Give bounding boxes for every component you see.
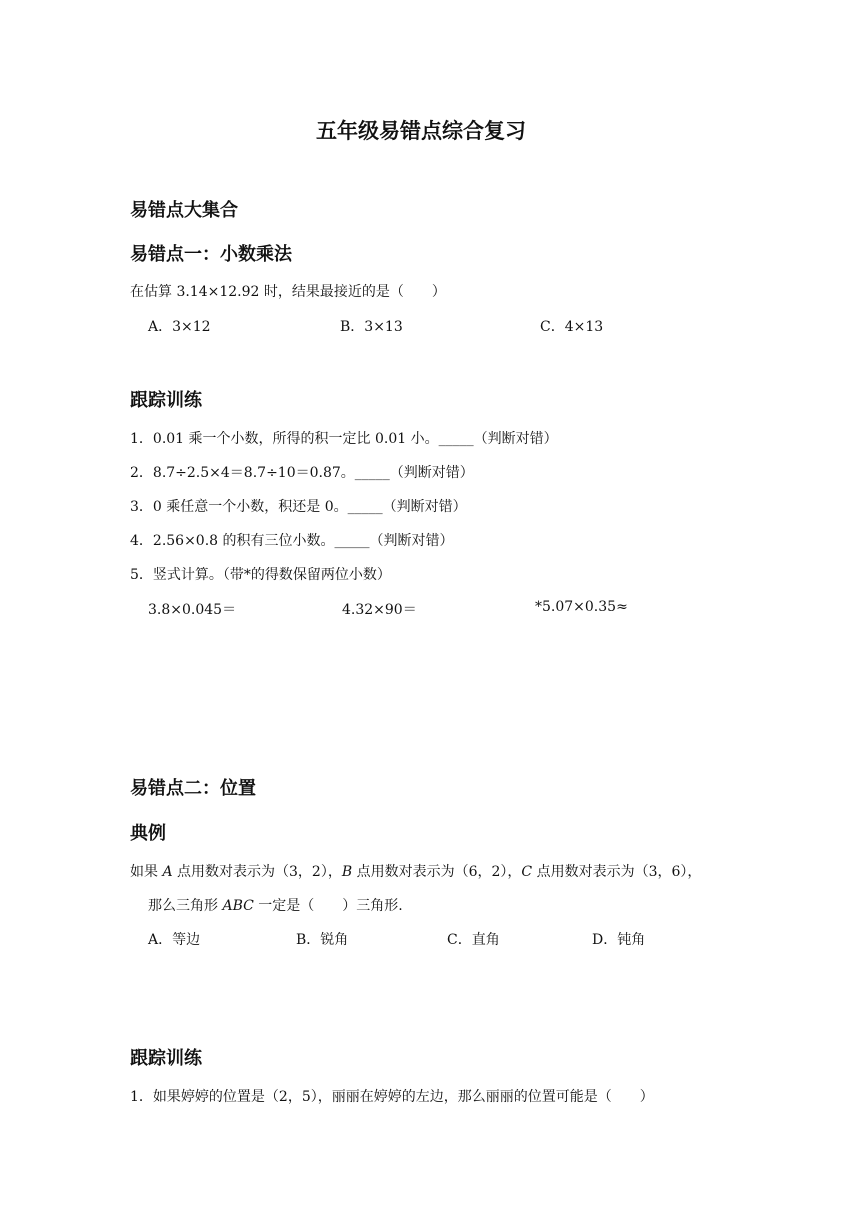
- point1-heading: 易错点一：小数乘法: [130, 244, 292, 265]
- point1-option-a: A．3×12: [148, 319, 211, 335]
- practice1-heading: 跟踪训练: [130, 390, 202, 411]
- calc-1: 3.8×0.045＝: [148, 602, 237, 618]
- point2-option-c: C．直角: [447, 932, 500, 948]
- point2-option-b: B．锐角: [296, 932, 349, 948]
- practice2-item-1: 1．如果婷婷的位置是（2，5），丽丽在婷婷的左边，那么丽丽的位置可能是（ ）: [130, 1089, 654, 1105]
- practice1-item-4: 4．2.56×0.8 的积有三位小数。_____（判断对错）: [130, 533, 454, 549]
- point1-option-b: B．3×13: [340, 319, 403, 335]
- page-title: 五年级易错点综合复习: [316, 119, 526, 143]
- point1-option-c: C．4×13: [540, 319, 604, 335]
- practice1-item-1: 1．0.01 乘一个小数，所得的积一定比 0.01 小。_____（判断对错）: [130, 431, 558, 447]
- practice1-item-3: 3．0 乘任意一个小数，积还是 0。_____（判断对错）: [130, 499, 467, 515]
- practice2-heading: 跟踪训练: [130, 1048, 202, 1069]
- point1-question: 在估算 3.14×12.92 时，结果最接近的是（ ）: [130, 284, 446, 300]
- point2-option-a: A．等边: [148, 932, 201, 948]
- calc-3: *5.07×0.35≈: [535, 599, 628, 615]
- point2-heading: 易错点二：位置: [130, 778, 256, 799]
- practice1-item-5: 5．竖式计算。（带*的得数保留两位小数）: [130, 567, 391, 583]
- point2-question-line2: 那么三角形 ABC 一定是（ ）三角形.: [148, 898, 403, 914]
- example-heading: 典例: [130, 823, 166, 844]
- calc-2: 4.32×90＝: [342, 602, 417, 618]
- section-heading-main: 易错点大集合: [130, 200, 238, 221]
- point2-question-line1: 如果 A 点用数对表示为（3，2），B 点用数对表示为（6，2），C 点用数对表示为（3，6），: [130, 864, 702, 880]
- point2-option-d: D．钝角: [592, 932, 646, 948]
- practice1-item-2: 2．8.7÷2.5×4＝8.7÷10＝0.87。_____（判断对错）: [130, 465, 474, 481]
